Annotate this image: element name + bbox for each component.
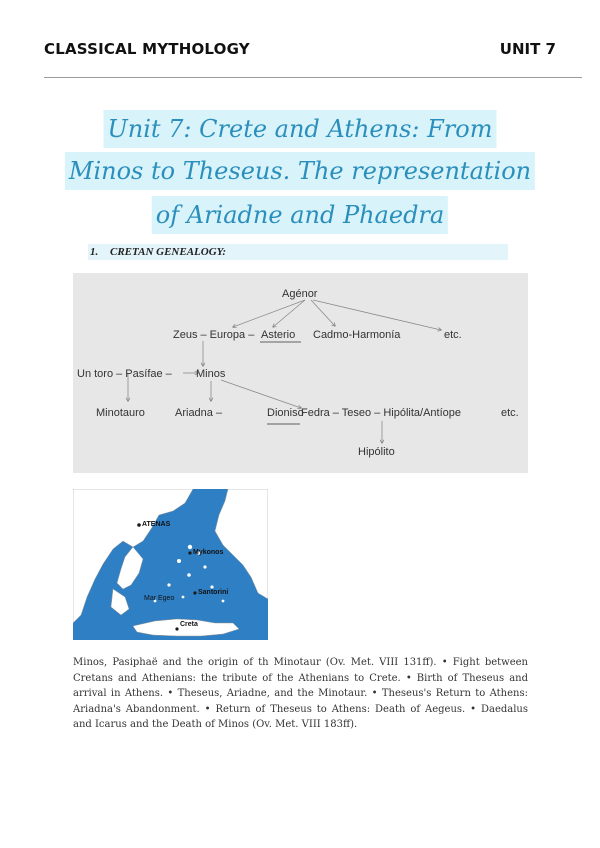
node-minos: Minos <box>196 368 226 380</box>
map-label-santorini: Santorini <box>198 589 229 596</box>
map-label-mar-egeo: Mar Egeo <box>144 595 175 602</box>
section-title: CRETAN GENEALOGY: <box>110 246 227 258</box>
section-number: 1. <box>90 246 99 258</box>
header-divider <box>44 77 582 78</box>
node-zeus-europa: Zeus – Europa – <box>173 329 255 341</box>
node-toro-pasifae: Un toro – Pasífae – <box>77 368 172 380</box>
title-line-1: Unit 7: Crete and Athens: From <box>104 110 497 148</box>
node-ariadna: Ariadna – <box>175 407 223 419</box>
node-hipolito: Hipólito <box>358 446 395 458</box>
aegean-map <box>73 489 268 640</box>
node-etc-2: etc. <box>501 407 519 419</box>
map-label-atenas: ATENAS <box>142 521 171 528</box>
map-label-creta: Creta <box>180 621 198 628</box>
node-asterio: Asterio <box>261 329 296 341</box>
node-fedra-teseo: Fedra – Teseo – Hipólita/Antíope <box>301 407 462 419</box>
node-agenor: Agénor <box>282 288 318 300</box>
map-label-mykonos: Mykonos <box>193 549 224 556</box>
node-minotauro: Minotauro <box>96 407 145 419</box>
map-landmass <box>73 489 268 640</box>
node-cadmo-harmonia: Cadmo-Harmonía <box>313 329 401 341</box>
topic-summary-paragraph: Minos, Pasiphaë and the origin of th Minotaur (Ov. Met. VIII 131ff). • Fight between Cretans and Athenians: the tribute of the Athenians to Crete. • Birth of Theseus and arrival in Athens. • Theseus, Ariadne, and the Minotaur. • Theseus's Return to Athens: Ariadna's Abandonment. • Return of Theseus to Athens: Death of Aegeus. • Daedalus and Icarus and the Death of Minos (Ov. Met. VIII 183ff). <box>73 657 528 730</box>
node-etc-1: etc. <box>444 329 462 341</box>
genealogy-diagram <box>73 273 528 473</box>
header-unit: UNIT 7 <box>499 40 556 58</box>
title-line-3: of Ariadne and Phaedra <box>152 196 448 234</box>
section-heading <box>88 244 508 260</box>
node-dioniso: Dioniso <box>267 407 304 419</box>
title-line-2: Minos to Theseus. The representation <box>65 152 535 190</box>
header-subject: CLASSICAL MYTHOLOGY <box>44 40 250 58</box>
